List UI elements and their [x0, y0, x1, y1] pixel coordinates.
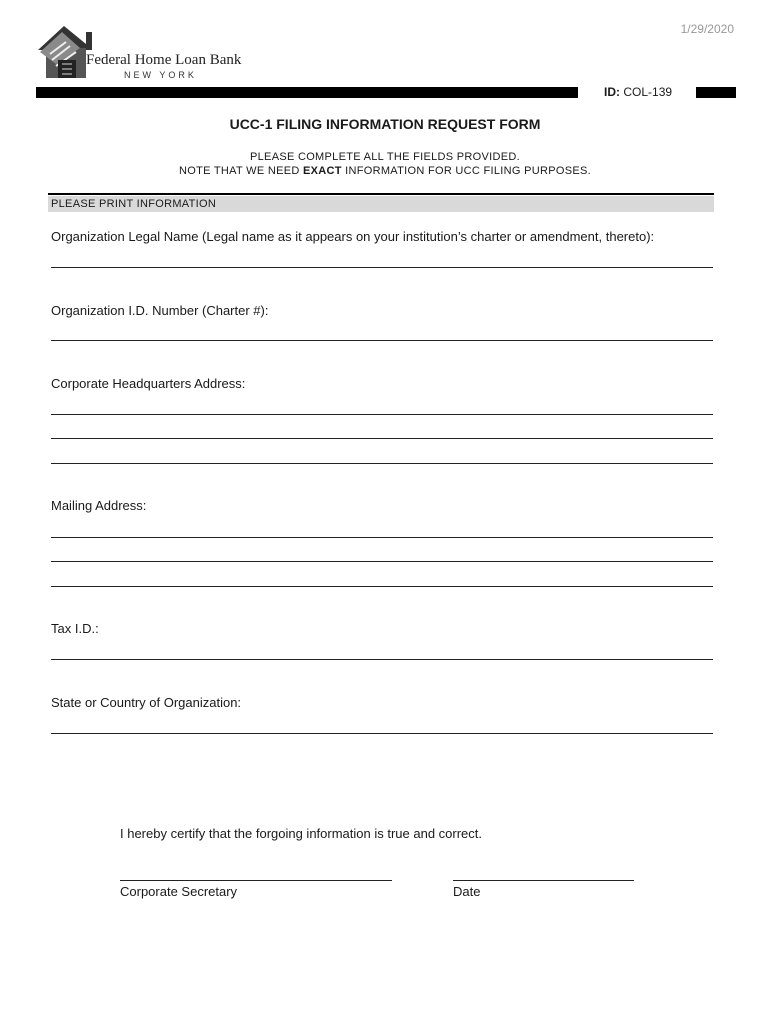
tax-id-line[interactable] [51, 659, 713, 660]
document-date: 1/29/2020 [680, 22, 734, 36]
instruction-line-2 [0, 165, 770, 177]
tax-id-label: Tax I.D.: [51, 621, 99, 636]
secretary-label: Corporate Secretary [120, 884, 238, 899]
legal-name-line[interactable] [51, 267, 713, 268]
certification-statement: I hereby certify that the forgoing information is true and correct. [120, 826, 483, 841]
date-label: Date [453, 884, 481, 899]
mailing-address-line-1[interactable] [51, 537, 713, 538]
org-id-line[interactable] [51, 340, 713, 341]
instruction-post: INFORMATION FOR UCC FILING PURPOSES. [341, 165, 591, 177]
hq-address-line-1[interactable] [51, 414, 713, 415]
document-id [604, 85, 672, 99]
instruction-line-1: PLEASE COMPLETE ALL THE FIELDS PROVIDED. [250, 151, 520, 163]
section-rule [48, 193, 714, 195]
header-rule-left [36, 87, 578, 98]
legal-name-label: Organization Legal Name (Legal name as it appears on your institution’s charter or amendment, thereto): [51, 229, 655, 244]
mailing-address-line-3[interactable] [51, 586, 713, 587]
hq-address-line-2[interactable] [51, 438, 713, 439]
state-country-line[interactable] [51, 733, 713, 734]
document-id-prefix: ID: [604, 85, 620, 99]
instruction-pre: NOTE THAT WE NEED [179, 165, 303, 177]
section-header: PLEASE PRINT INFORMATION [48, 196, 714, 212]
brand-subtitle: NEW YORK [124, 70, 197, 80]
secretary-signature-line[interactable] [120, 880, 392, 881]
mailing-address-label: Mailing Address: [51, 498, 147, 513]
org-id-label: Organization I.D. Number (Charter #): [51, 303, 269, 318]
hq-address-line-3[interactable] [51, 463, 713, 464]
document-id-value: COL-139 [623, 85, 673, 99]
instruction-emphasis: EXACT [302, 165, 342, 177]
header-rule-right [696, 87, 736, 98]
state-country-label: State or Country of Organization: [51, 695, 242, 710]
hq-address-label: Corporate Headquarters Address: [51, 376, 246, 391]
date-signature-line[interactable] [453, 880, 634, 881]
mailing-address-line-2[interactable] [51, 561, 713, 562]
form-title: UCC-1 FILING INFORMATION REQUEST FORM [229, 116, 541, 132]
brand-name: Federal Home Loan Bank [86, 52, 242, 68]
